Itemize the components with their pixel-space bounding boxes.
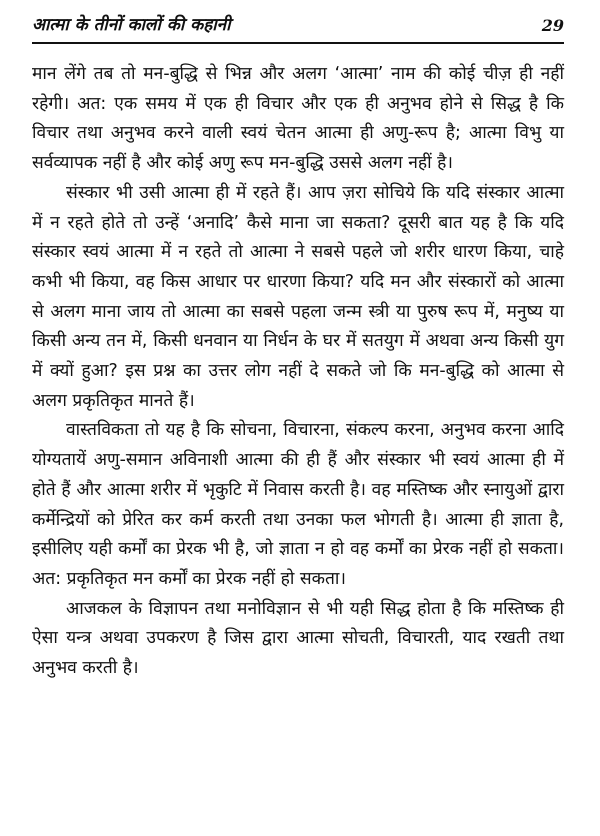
paragraph-continuation: मान लेंगे तब तो मन-बुद्धि से भिन्न और अलग ‘आत्मा’ नाम की कोई चीज़ ही नहीं रहेगी। अत: एक समय में एक ही विचार और एक ही अनुभव होने से सिद्ध है कि विचार तथा अनुभव करने वाली स्वयं चेतन आत्मा ही अणु-रूप है; आत्मा विभु या सर्वव्यापक नहीं है और कोई अणु रूप मन-बुद्धि उससे अलग नहीं है। — [32, 64, 564, 174]
header-rule — [32, 42, 564, 44]
page-number: 29 — [541, 16, 564, 35]
paragraph-vigyapan: आजकल के विज्ञापन तथा मनोविज्ञान से भी यही सिद्ध होता है कि मस्तिष्क ही ऐसा यन्त्र अथवा उपकरण है जिस द्वारा आत्मा सोचती, विचारती, याद रखती तथा अनुभव करती है। — [32, 598, 564, 679]
paragraph-sanskar: संस्कार भी उसी आत्मा ही में रहते हैं। आप ज़रा सोचिये कि यदि संस्कार आत्मा में न रहते होते तो उन्हें ‘अनादि’ कैसे माना जा सकता? दूसरी बात यह है कि यदि संस्कार स्वयं आत्मा में न रहते तो आत्मा ने सबसे पहले जो शरीर धारण किया, चाहे कभी भी किया, वह किस आधार पर धारणा किया? यदि मन और संस्कारों को आत्मा से अलग माना जाय तो आत्मा का सबसे पहला जन्म स्त्री या पुरुष रूप में, मनुष्य या किसी अन्य तन में, किसी धनवान या निर्धन के घर में सतयुग में अथवा अन्य किसी युग में क्यों हुआ? इस प्रश्न का उत्तर लोग नहीं दे सकते जो कि मन-बुद्धि को आत्मा से अलग प्रकृतिकृत मानते हैं। — [32, 182, 564, 411]
body-text — [32, 60, 564, 684]
paragraph-vastavikta: वास्तविकता तो यह है कि सोचना, विचारना, संकल्प करना, अनुभव करना आदि योग्यतायें अणु-समान अविनाशी आत्मा की ही हैं और संस्कार भी स्वयं आत्मा ही में होते हैं और आत्मा शरीर में भृकुटि में निवास करती है। वह मस्तिष्क और स्नायुओं द्वारा कर्मेन्द्रियों को प्रेरित कर कर्म करती तथा उनका फल भोगती है। आत्मा ही ज्ञाता है, इसीलिए यही कर्मों का प्रेरक भी है, जो ज्ञाता न हो वह कर्मों का प्रेरक नहीं हो सकता। अत: प्रकृतिकृत मन कर्मों का प्रेरक नहीं हो सकता। — [32, 420, 564, 589]
page-header — [32, 8, 564, 42]
running-title: आत्मा के तीनों कालों की कहानी — [32, 15, 231, 35]
